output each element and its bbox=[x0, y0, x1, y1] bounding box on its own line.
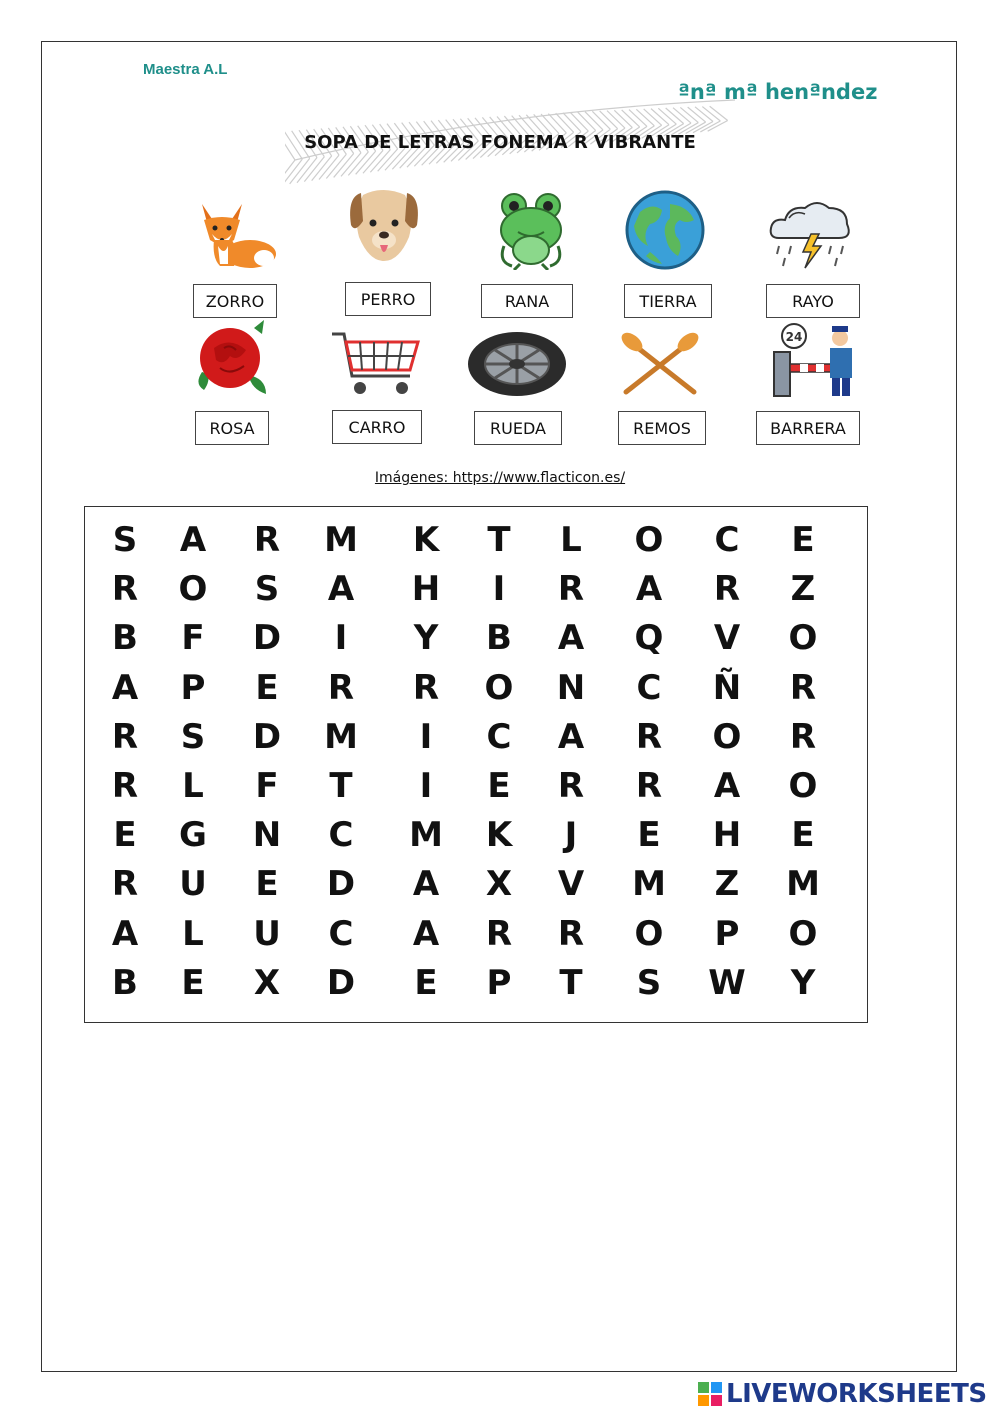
grid-letter[interactable]: Y bbox=[790, 962, 816, 1003]
grid-letter[interactable]: E bbox=[113, 815, 137, 856]
grid-letter[interactable]: P bbox=[180, 667, 206, 708]
grid-letter[interactable]: T bbox=[559, 962, 583, 1003]
grid-letter[interactable]: T bbox=[329, 766, 353, 806]
grid-letter[interactable]: B bbox=[112, 618, 138, 659]
grid-letter[interactable]: R bbox=[713, 569, 741, 610]
liveworksheets-brand: LIVEWORKSHEETS bbox=[726, 1379, 987, 1409]
grid-letter[interactable]: E bbox=[255, 864, 279, 905]
liveworksheets-logo bbox=[698, 1378, 987, 1410]
grid-letter[interactable]: C bbox=[636, 667, 662, 708]
grid-letter[interactable]: R bbox=[327, 667, 355, 708]
grid-letter[interactable]: R bbox=[635, 766, 663, 806]
svg-text:24: 24 bbox=[785, 330, 803, 344]
grid-letter[interactable]: R bbox=[111, 766, 139, 806]
grid-letter[interactable]: R bbox=[111, 716, 139, 757]
word-search-grid bbox=[84, 506, 868, 1023]
grid-letter[interactable]: G bbox=[179, 815, 207, 856]
grid-letter[interactable]: O bbox=[788, 766, 818, 806]
grid-letter[interactable]: R bbox=[253, 520, 281, 560]
grid-letter[interactable]: A bbox=[412, 864, 440, 905]
grid-letter[interactable]: D bbox=[326, 864, 356, 905]
storm-cloud-icon bbox=[765, 196, 855, 270]
page-title: SOPA DE LETRAS FONEMA R VIBRANTE bbox=[304, 132, 696, 153]
grid-letter[interactable]: K bbox=[412, 520, 440, 560]
grid-letter[interactable]: W bbox=[708, 962, 746, 1003]
grid-letter[interactable]: V bbox=[713, 618, 741, 659]
grid-letter[interactable]: M bbox=[632, 864, 666, 905]
grid-letter[interactable]: R bbox=[557, 569, 585, 610]
grid-letter[interactable]: A bbox=[111, 667, 139, 708]
grid-letter[interactable]: F bbox=[181, 618, 205, 659]
grid-letter[interactable]: D bbox=[252, 618, 282, 659]
teacher-name: Maestra A.L bbox=[143, 61, 228, 78]
grid-letter[interactable]: I bbox=[419, 766, 433, 806]
grid-letter[interactable]: A bbox=[713, 766, 741, 806]
grid-letter[interactable]: R bbox=[557, 766, 585, 806]
liveworksheets-logo-icon bbox=[698, 1382, 722, 1406]
grid-letter[interactable]: A bbox=[179, 520, 207, 560]
grid-letter[interactable]: R bbox=[111, 569, 139, 610]
word-label-perro: PERRO bbox=[345, 282, 431, 316]
grid-letter[interactable]: S bbox=[112, 520, 138, 560]
grid-letter[interactable]: Z bbox=[714, 864, 740, 905]
image-credit-link[interactable]: Imágenes: https://www.flacticon.es/ bbox=[374, 470, 626, 486]
grid-letter[interactable]: E bbox=[181, 962, 205, 1003]
word-label-barrera: BARRERA bbox=[756, 411, 860, 445]
grid-letter[interactable]: A bbox=[327, 569, 355, 610]
grid-letter[interactable]: S bbox=[180, 716, 206, 757]
grid-letter[interactable]: K bbox=[485, 815, 513, 856]
grid-letter[interactable]: A bbox=[412, 913, 440, 954]
word-label-tierra: TIERRA bbox=[624, 284, 712, 318]
grid-letter[interactable]: R bbox=[111, 864, 139, 905]
grid-letter[interactable]: O bbox=[484, 667, 514, 708]
grid-letter[interactable]: S bbox=[636, 962, 662, 1003]
grid-letter[interactable]: E bbox=[637, 815, 661, 856]
grid-letter[interactable]: N bbox=[252, 815, 282, 856]
grid-letter[interactable]: H bbox=[411, 569, 441, 610]
grid-letter[interactable]: V bbox=[557, 864, 585, 905]
grid-letter[interactable]: C bbox=[328, 913, 354, 954]
barrier-guard-icon bbox=[770, 320, 858, 398]
grid-letter[interactable]: R bbox=[485, 913, 513, 954]
grid-letter[interactable]: J bbox=[564, 815, 578, 856]
grid-letter[interactable]: T bbox=[487, 520, 511, 560]
oars-icon bbox=[616, 330, 704, 398]
word-label-remos: REMOS bbox=[618, 411, 706, 445]
grid-letter[interactable]: C bbox=[328, 815, 354, 856]
grid-letter[interactable]: M bbox=[409, 815, 443, 856]
grid-letter[interactable]: A bbox=[557, 618, 585, 659]
grid-letter[interactable]: X bbox=[485, 864, 513, 905]
grid-letter[interactable]: C bbox=[714, 520, 740, 560]
grid-letter[interactable]: O bbox=[178, 569, 208, 610]
grid-letter[interactable]: O bbox=[788, 618, 818, 659]
grid-letter[interactable]: R bbox=[789, 716, 817, 757]
grid-letter[interactable]: D bbox=[326, 962, 356, 1003]
rose-icon bbox=[194, 318, 270, 398]
grid-letter[interactable]: N bbox=[556, 667, 586, 708]
grid-letter[interactable]: R bbox=[557, 913, 585, 954]
word-label-carro: CARRO bbox=[332, 410, 422, 444]
grid-letter[interactable]: B bbox=[112, 962, 138, 1003]
grid-letter[interactable]: A bbox=[111, 913, 139, 954]
grid-letter[interactable]: F bbox=[255, 766, 279, 806]
grid-letter[interactable]: X bbox=[253, 962, 281, 1003]
grid-letter[interactable]: A bbox=[557, 716, 585, 757]
grid-letter[interactable]: D bbox=[252, 716, 282, 757]
grid-letter[interactable]: E bbox=[791, 520, 815, 560]
grid-letter[interactable]: U bbox=[253, 913, 281, 954]
wheel-icon bbox=[466, 330, 568, 398]
word-label-rayo: RAYO bbox=[766, 284, 860, 318]
grid-letter[interactable]: M bbox=[324, 716, 358, 757]
grid-letter[interactable]: I bbox=[419, 716, 433, 757]
grid-letter[interactable]: Z bbox=[790, 569, 816, 610]
grid-letter[interactable]: B bbox=[486, 618, 512, 659]
word-label-rana: RANA bbox=[481, 284, 573, 318]
grid-letter[interactable]: E bbox=[255, 667, 279, 708]
author-name: ªnª mª henªndez bbox=[678, 80, 878, 104]
grid-letter[interactable]: L bbox=[560, 520, 582, 560]
dog-icon bbox=[343, 185, 425, 267]
grid-letter[interactable]: P bbox=[714, 913, 740, 954]
grid-letter[interactable]: M bbox=[324, 520, 358, 560]
grid-letter[interactable]: O bbox=[788, 913, 818, 954]
grid-letter[interactable]: I bbox=[334, 618, 348, 659]
earth-icon bbox=[622, 190, 708, 270]
grid-letter[interactable]: C bbox=[486, 716, 512, 757]
grid-letter[interactable]: E bbox=[791, 815, 815, 856]
word-label-rosa: ROSA bbox=[195, 411, 269, 445]
grid-letter[interactable]: R bbox=[635, 716, 663, 757]
grid-letter[interactable]: R bbox=[789, 667, 817, 708]
grid-letter[interactable]: U bbox=[179, 864, 207, 905]
frog-icon bbox=[490, 190, 572, 270]
grid-letter[interactable]: Y bbox=[413, 618, 439, 659]
grid-letter[interactable]: I bbox=[492, 569, 506, 610]
grid-letter[interactable]: E bbox=[414, 962, 438, 1003]
word-label-rueda: RUEDA bbox=[474, 411, 562, 445]
fox-icon bbox=[190, 196, 280, 271]
grid-letter[interactable]: L bbox=[182, 913, 204, 954]
grid-letter[interactable]: Ñ bbox=[712, 667, 742, 708]
grid-letter[interactable]: H bbox=[712, 815, 742, 856]
grid-letter[interactable]: O bbox=[712, 716, 742, 757]
grid-letter[interactable]: P bbox=[486, 962, 512, 1003]
grid-letter[interactable]: A bbox=[635, 569, 663, 610]
word-label-zorro: ZORRO bbox=[193, 284, 277, 318]
grid-letter[interactable]: O bbox=[634, 520, 664, 560]
shopping-cart-icon bbox=[330, 330, 422, 398]
grid-letter[interactable]: E bbox=[487, 766, 511, 806]
grid-letter[interactable]: M bbox=[786, 864, 820, 905]
grid-letter[interactable]: Q bbox=[634, 618, 664, 659]
grid-letter[interactable]: R bbox=[412, 667, 440, 708]
grid-letter[interactable]: O bbox=[634, 913, 664, 954]
grid-letter[interactable]: S bbox=[254, 569, 280, 610]
grid-letter[interactable]: L bbox=[182, 766, 204, 806]
